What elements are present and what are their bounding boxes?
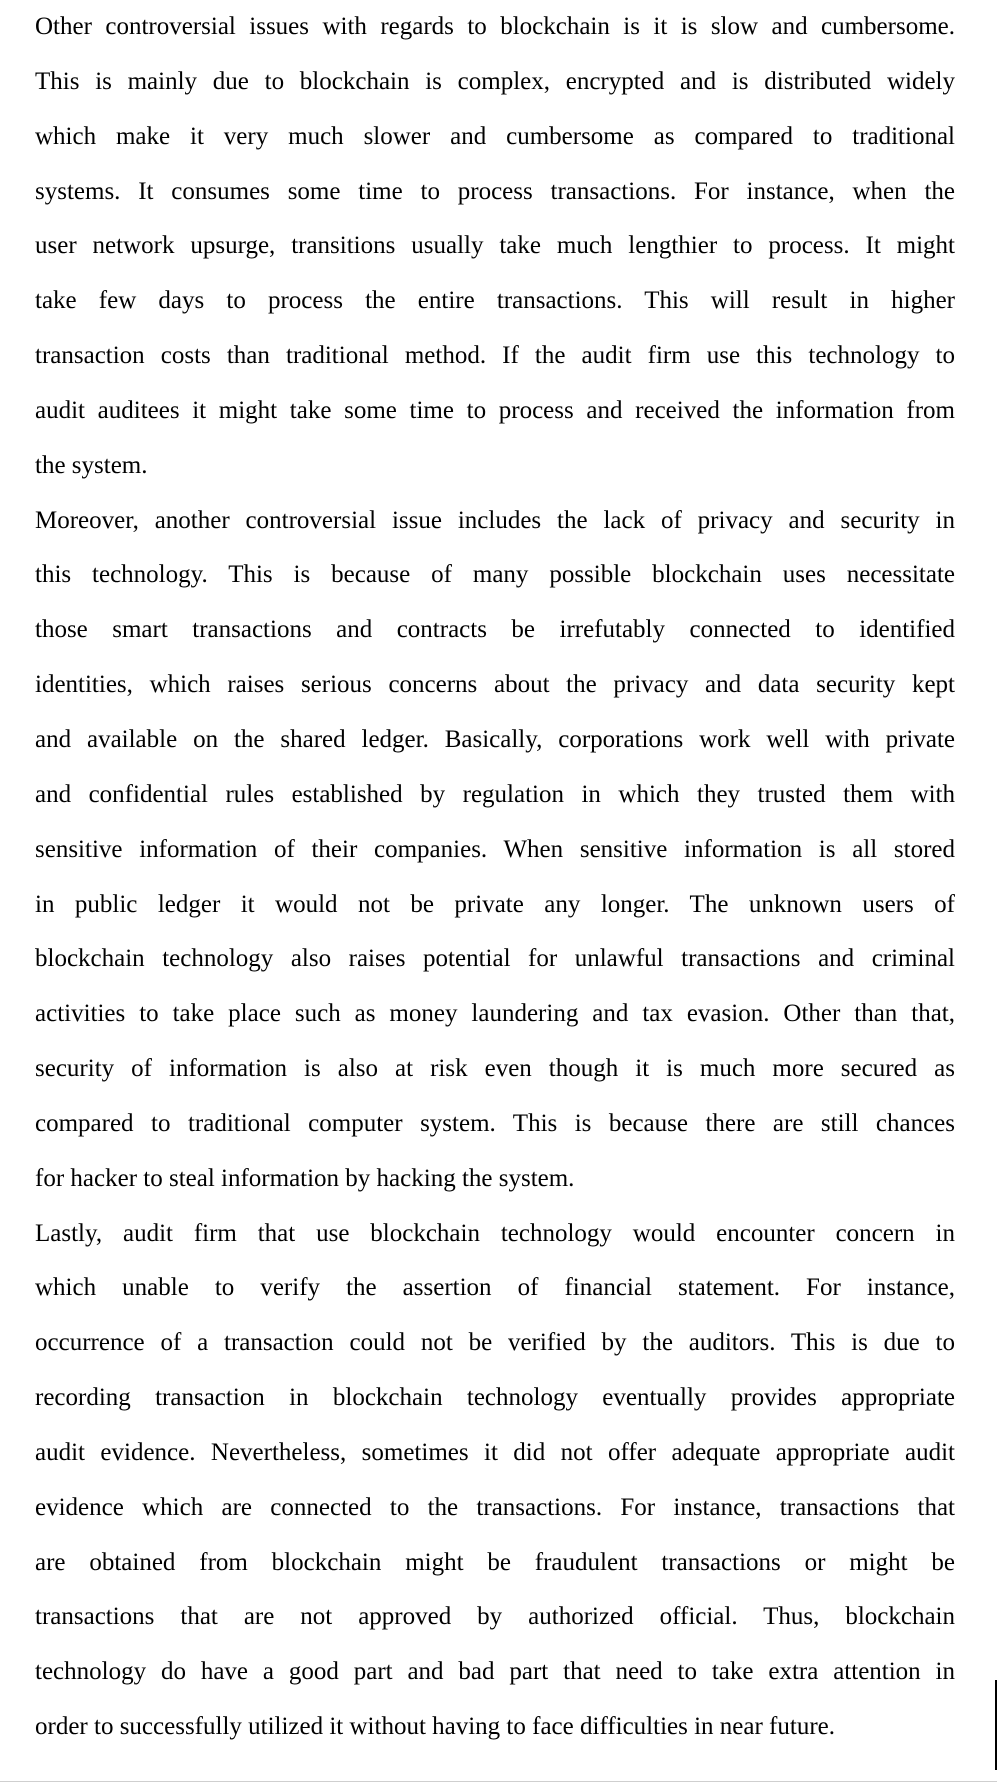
text-line: transaction costs than traditional method. If the audit firm use this technology to	[35, 342, 955, 370]
text-line: security of information is also at risk even though it is much more secured as	[35, 1055, 955, 1083]
text-line: and confidential rules established by regulation in which they trusted them with	[35, 780, 955, 808]
text-line: transactions that are not approved by authorized official. Thus, blockchain	[35, 1603, 955, 1631]
text-line: blockchain technology also raises potential for unlawful transactions and criminal	[35, 945, 955, 973]
text-line: in public ledger it would not be private any longer. The unknown users of	[35, 890, 955, 918]
text-line: Lastly, audit firm that use blockchain technology would encounter concern in	[35, 1219, 955, 1247]
text-line: occurrence of a transaction could not be verified by the auditors. This is due to	[35, 1329, 955, 1357]
text-line: which unable to verify the assertion of financial statement. For instance,	[35, 1274, 955, 1302]
text-line: take few days to process the entire transactions. This will result in higher	[35, 287, 955, 315]
text-line: audit auditees it might take some time to process and received the information from	[35, 396, 955, 424]
text-line: compared to traditional computer system. This is because there are still chances	[35, 1109, 955, 1137]
text-line: the system.	[35, 451, 148, 479]
text-line: technology do have a good part and bad part that need to take extra attention in	[35, 1658, 955, 1686]
text-line: for hacker to steal information by hacking the system.	[35, 1164, 575, 1192]
text-line: which make it very much slower and cumbersome as compared to traditional	[35, 122, 955, 150]
text-line: systems. It consumes some time to process transactions. For instance, when the	[35, 177, 955, 205]
text-line: This is mainly due to blockchain is complex, encrypted and is distributed widely	[35, 67, 955, 95]
text-line: Moreover, another controversial issue includes the lack of privacy and security in	[35, 506, 955, 534]
text-line: user network upsurge, transitions usually take much lengthier to process. It might	[35, 232, 955, 260]
text-line: those smart transactions and contracts be irrefutably connected to identified	[35, 616, 955, 644]
text-line: are obtained from blockchain might be fraudulent transactions or might be	[35, 1548, 955, 1576]
text-line: evidence which are connected to the transactions. For instance, transactions that	[35, 1493, 955, 1521]
text-line: activities to take place such as money laundering and tax evasion. Other than that,	[35, 1000, 955, 1028]
text-line: recording transaction in blockchain technology eventually provides appropriate	[35, 1384, 955, 1412]
text-line: this technology. This is because of many possible blockchain uses necessitate	[35, 561, 955, 589]
text-line: Other controversial issues with regards to blockchain is it is slow and cumbersome.	[35, 13, 955, 40]
text-line: and available on the shared ledger. Basically, corporations work well with private	[35, 725, 955, 753]
document-text	[35, 0, 955, 1755]
text-line: order to successfully utilized it without having to face difficulties in near future.	[35, 1713, 835, 1741]
text-line: audit evidence. Nevertheless, sometimes it did not offer adequate appropriate audit	[35, 1438, 955, 1466]
text-line: sensitive information of their companies. When sensitive information is all stored	[35, 835, 955, 863]
text-line: identities, which raises serious concerns about the privacy and data security kept	[35, 671, 955, 699]
